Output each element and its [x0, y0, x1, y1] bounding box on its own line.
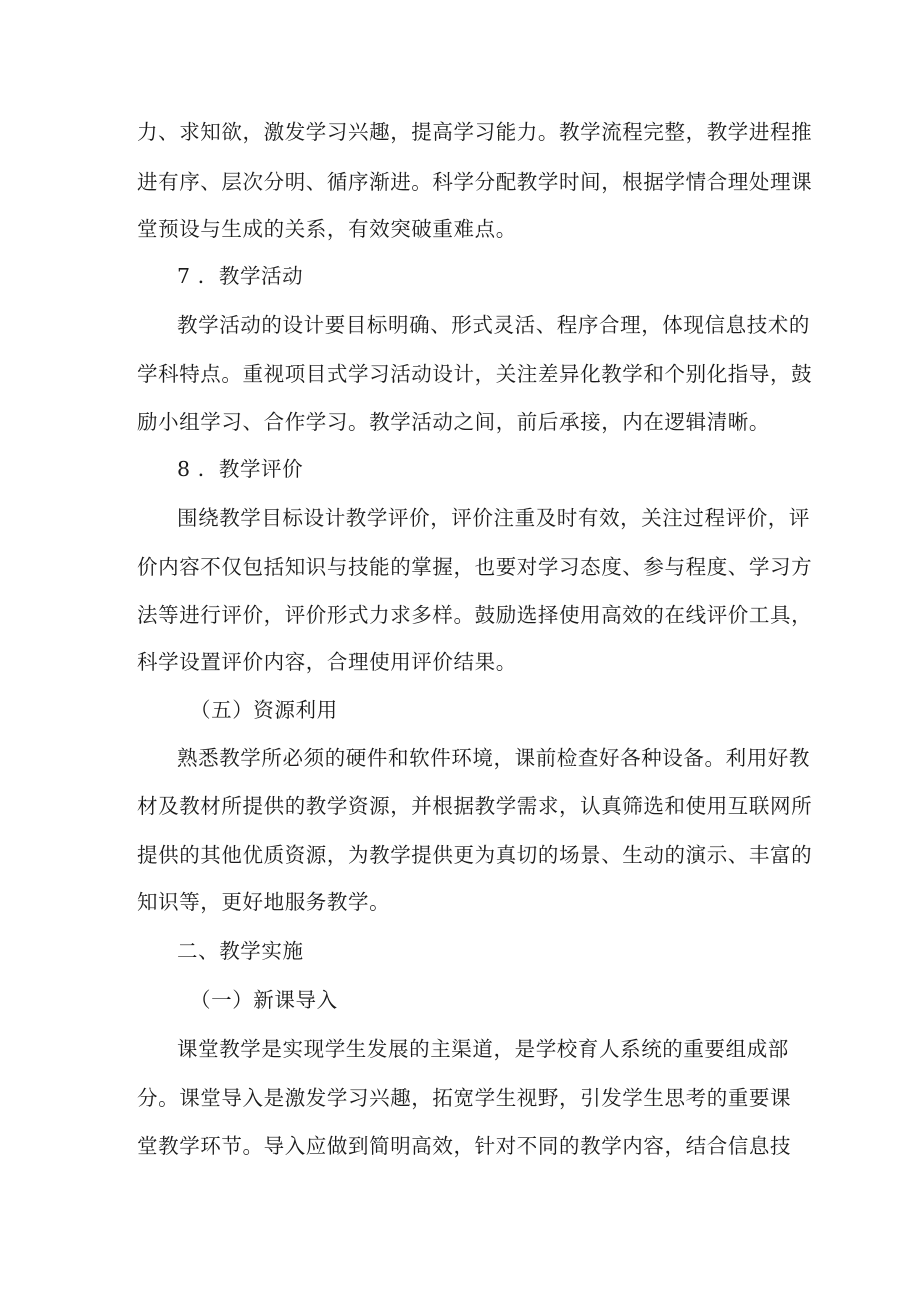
section-heading: （一）新课导入 — [190, 988, 338, 1012]
paragraph-line: 价内容不仅包括知识与技能的掌握，也要对学习态度、参与程度、学习方 — [137, 555, 813, 579]
paragraph-line: 分。课堂导入是激发学习兴趣，拓宽学生视野，引发学生思考的重要课 — [137, 1086, 792, 1110]
paragraph-line: 提供的其他优质资源，为教学提供更为真切的场景、生动的演示、丰富的 — [137, 843, 813, 867]
paragraph-line: 励小组学习、合作学习。教学活动之间，前后承接，内在逻辑清晰。 — [137, 410, 770, 434]
section-heading: 二、教学实施 — [177, 939, 304, 963]
paragraph-line: 法等进行评价，评价形式力求多样。鼓励选择使用高效的在线评价工具， — [137, 603, 813, 627]
section-heading: （五）资源利用 — [190, 698, 338, 722]
paragraph-line: 学科特点。重视项目式学习活动设计，关注差异化教学和个别化指导，鼓 — [137, 362, 813, 386]
paragraph-line: 进有序、层次分明、循序渐进。科学分配教学时间，根据学情合理处理课 — [137, 170, 813, 194]
paragraph-line: 熟悉教学所必须的硬件和软件环境，课前检查好各种设备。利用好教 — [177, 746, 810, 770]
paragraph-line: 课堂教学是实现学生发展的主渠道，是学校育人系统的重要组成部 — [177, 1037, 789, 1061]
paragraph-line: 教学活动的设计要目标明确、形式灵活、程序合理，体现信息技术的 — [177, 313, 810, 337]
paragraph-line: 堂预设与生成的关系，有效突破重难点。 — [137, 217, 517, 241]
paragraph-line: 知识等，更好地服务教学。 — [137, 890, 391, 914]
paragraph-line: 材及教材所提供的教学资源，并根据教学需求，认真筛选和使用互联网所 — [137, 794, 813, 818]
paragraph-line: 堂教学环节。导入应做到简明高效，针对不同的教学内容，结合信息技 — [137, 1134, 792, 1158]
paragraph-line: 科学设置评价内容，合理使用评价结果。 — [137, 650, 517, 674]
section-heading: 7 ．教学活动 — [177, 264, 304, 288]
paragraph-line: 围绕教学目标设计教学评价，评价注重及时有效，关注过程评价，评 — [177, 506, 810, 530]
section-heading: 8 ．教学评价 — [177, 457, 304, 481]
paragraph-line: 力、求知欲，激发学习兴趣，提高学习能力。教学流程完整，教学进程推 — [137, 120, 813, 144]
